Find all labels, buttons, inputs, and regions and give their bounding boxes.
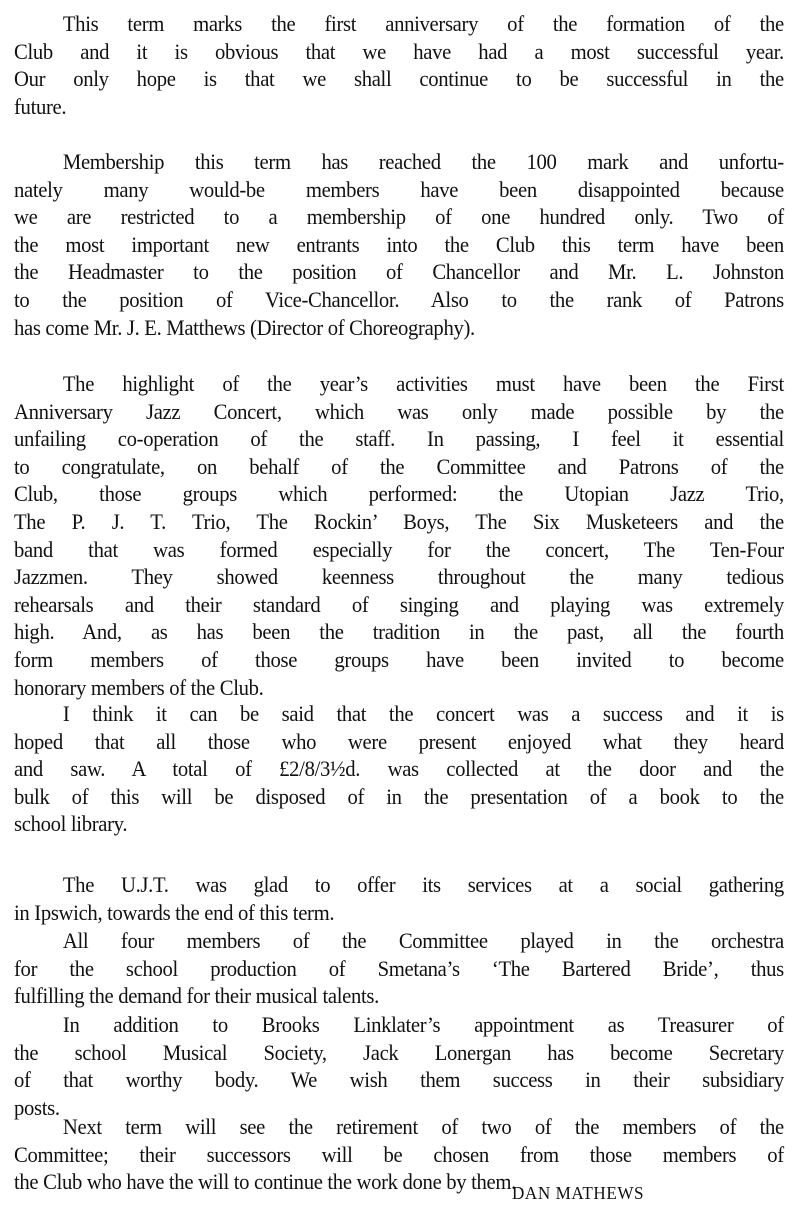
text-line: The highlight of the year’s activities must have been the First — [62, 371, 784, 396]
paragraph — [14, 10, 784, 120]
text-line: In addition to Brooks Linklater’s appointment as Treasurer of — [62, 1012, 784, 1037]
text-line: to congratulate, on behalf of the Committee and Patrons of the — [14, 453, 784, 479]
text-line: the Headmaster to the position of Chancellor and Mr. L. Johnston — [14, 259, 784, 285]
text-line: the school Musical Society, Jack Lonergan has become Secretary — [14, 1039, 784, 1065]
text-line: high. And, as has been the tradition in the past, all the fourth — [14, 619, 784, 645]
text-line: bulk of this will be disposed of in the presentation of a book to the — [14, 783, 784, 809]
paragraph — [14, 700, 784, 838]
text-line: I think it can be said that the concert was a success and it is — [62, 701, 784, 726]
text-line: unfailing co-operation of the staff. In passing, I feel it essential — [14, 426, 784, 452]
text-line: for the school production of Smetana’s ‘The Bartered Bride’, thus — [14, 955, 784, 981]
text-line: to the position of Vice-Chancellor. Also to the rank of Patrons — [14, 286, 784, 312]
text-line: the most important new entrants into the Club this term have been — [14, 231, 784, 257]
text-line: Anniversary Jazz Concert, which was only made possible by the — [14, 398, 784, 424]
text-line: band that was formed especially for the concert, The Ten-Four — [14, 536, 784, 562]
text-line: of that worthy body. We wish them success in their subsidiary — [14, 1067, 784, 1093]
text-line: Our only hope is that we shall continue to be successful in the — [14, 66, 784, 92]
text-line: honorary members of the Club. — [14, 674, 264, 700]
text-line: Club and it is obvious that we have had a most successful year. — [14, 38, 784, 64]
text-line: Membership this term has reached the 100 mark and unfortu- — [62, 149, 784, 174]
text-line: Committee; their successors will be chosen from those members of — [14, 1141, 784, 1167]
paragraph — [14, 927, 784, 1010]
text-line: This term marks the first anniversary of the formation of the — [62, 11, 784, 36]
text-line: All four members of the Committee played in the orchestra — [62, 928, 784, 953]
text-line: fulfilling the demand for their musical talents. — [14, 983, 379, 1009]
paragraph — [14, 1113, 784, 1196]
text-line: form members of those groups have been invited to become — [14, 646, 784, 672]
text-line: Next term will see the retirement of two of the members of the — [62, 1114, 784, 1139]
text-line: rehearsals and their standard of singing and playing was extremely — [14, 591, 784, 617]
text-line: and saw. A total of £2/8/3½d. was collected at the door and the — [14, 756, 784, 782]
paragraph — [14, 148, 784, 341]
paragraph — [14, 1011, 784, 1121]
text-line: The P. J. T. Trio, The Rockin’ Boys, The Six Musketeers and the — [14, 508, 784, 534]
text-line: The U.J.T. was glad to offer its services at a social gathering — [62, 872, 784, 897]
text-line: hoped that all those who were present enjoyed what they heard — [14, 728, 784, 754]
author-signature: DAN MATHEWS — [512, 1183, 645, 1203]
text-line: in Ipswich, towards the end of this term. — [14, 899, 335, 925]
text-line: we are restricted to a membership of one hundred only. Two of — [14, 204, 784, 230]
text-line: the Club who have the will to continue the work done by them. — [14, 1169, 517, 1195]
text-line: Club, those groups which performed: the Utopian Jazz Trio, — [14, 481, 784, 507]
text-line: posts. — [14, 1094, 60, 1120]
text-line: has come Mr. J. E. Matthews (Director of Choreography). — [14, 314, 475, 340]
text-line: nately many would-be members have been disappointed because — [14, 176, 784, 202]
paragraph — [14, 370, 784, 701]
text-line: future. — [14, 93, 67, 119]
text-line: school library. — [14, 811, 128, 837]
text-line: Jazzmen. They showed keenness throughout the many tedious — [14, 564, 784, 590]
paragraph — [14, 871, 784, 926]
